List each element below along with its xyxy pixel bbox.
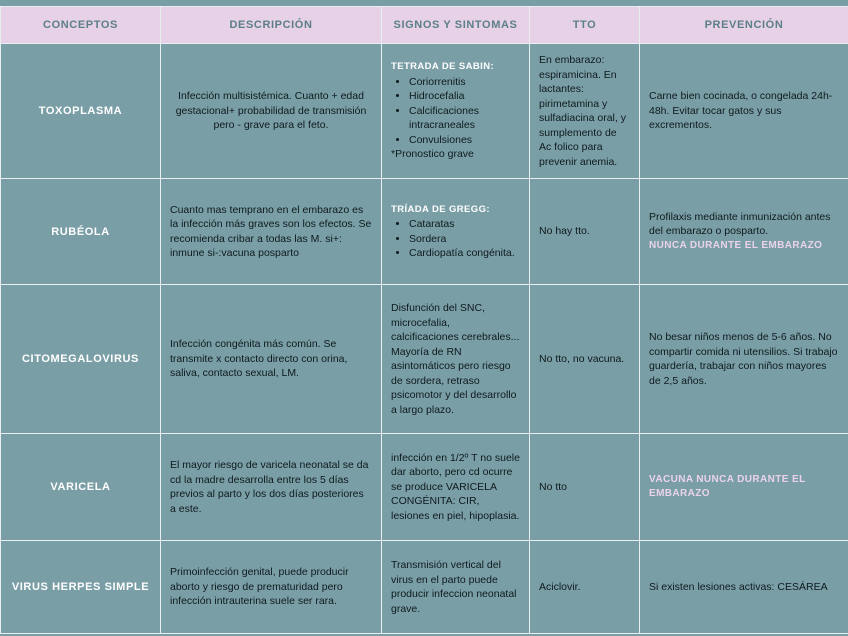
- treatment-cell: No hay tto.: [530, 179, 640, 285]
- infections-table: [0, 6, 848, 634]
- header-tto: TTO: [530, 7, 640, 44]
- list-item: • Calcificaciones intracraneales: [409, 104, 520, 133]
- concept-virus-herpes-simple: VIRUS HERPES SIMPLE: [1, 541, 161, 634]
- header-row: [1, 7, 848, 44]
- table-row: [1, 434, 848, 541]
- treatment-cell: No tto, no vacuna.: [530, 285, 640, 434]
- signs-cell: [382, 179, 530, 285]
- prevention-warning: NUNCA DURANTE EL EMBARAZO: [649, 239, 823, 251]
- signs-title: TRÍADA DE GREGG:: [391, 203, 490, 215]
- table-row: [1, 541, 848, 634]
- concept-varicela: VARICELA: [1, 434, 161, 541]
- prevention-cell: No besar niños menos de 5-6 años. No compartir comida ni utensilios. Si trabajo guardería, trabajar con niños mayores de 2,5 años.: [640, 285, 848, 434]
- prevention-warning: VACUNA NUNCA DURANTE EL EMBARAZO: [649, 473, 806, 499]
- header-signos-sintomas: SIGNOS Y SINTOMAS: [382, 7, 530, 44]
- table-row: [1, 44, 848, 179]
- list-item: • Sordera: [409, 232, 520, 247]
- concept-rubeola: RUBÉOLA: [1, 179, 161, 285]
- header-descripcion: DESCRIPCIÓN: [161, 7, 382, 44]
- signs-cell: [382, 44, 530, 179]
- list-item: • Cardiopatía congénita.: [409, 246, 520, 261]
- prevention-cell: Si existen lesiones activas: CESÁREA: [640, 541, 848, 634]
- prevention-cell: [640, 434, 848, 541]
- signs-cell: infección en 1/2º T no suele dar aborto, pero cd ocurre se produce VARICELA CONGÉNITA: CIR, lesiones en piel, hipoplasia.: [382, 434, 530, 541]
- signs-cell: Transmisión vertical del virus en el parto puede producir infeccion neonatal grave.: [382, 541, 530, 634]
- prevention-text: Profilaxis mediante inmunización antes del embarazo o posparto.: [649, 210, 831, 238]
- concept-citomegalovirus: CITOMEGALOVIRUS: [1, 285, 161, 434]
- table-row: [1, 285, 848, 434]
- description-cell: Infección congénita más común. Se transmite x contacto directo con orina, saliva, contacto sexual, LM.: [161, 285, 382, 434]
- list-item: • Cataratas: [409, 217, 520, 232]
- concept-toxoplasma: TOXOPLASMA: [1, 44, 161, 179]
- signs-list: [391, 75, 520, 148]
- signs-cell: Disfunción del SNC, microcefalia, calcificaciones cerebrales... Mayoría de RN asintomáticos pero riesgo de sordera, retraso psicomotor y del desarrollo a largo plazo.: [382, 285, 530, 434]
- infections-table-container: [0, 6, 848, 634]
- header-conceptos: CONCEPTOS: [1, 7, 161, 44]
- list-item: • Hidrocefalia: [409, 89, 520, 104]
- treatment-cell: Aciclovir.: [530, 541, 640, 634]
- signs-title: TETRADA DE SABIN:: [391, 61, 495, 73]
- signs-list: [391, 217, 520, 261]
- treatment-cell: En embarazo: espiramicina. En lactantes: pirimetamina y sulfadiacina oral, y sumplemento de Ac folico para prevenir anemia.: [530, 44, 640, 179]
- prevention-cell: [640, 179, 848, 285]
- table-row: [1, 179, 848, 285]
- treatment-cell: No tto: [530, 434, 640, 541]
- description-cell: Primoinfección genital, puede producir aborto y riesgo de prematuridad pero infección intrauterina suele ser rara.: [161, 541, 382, 634]
- description-cell: Infección multisistémica. Cuanto + edad gestacional+ probabilidad de transmisión pero - grave para el feto.: [161, 44, 382, 179]
- header-prevencion: PREVENCIÓN: [640, 7, 848, 44]
- description-cell: El mayor riesgo de varicela neonatal se da cd la madre desarrolla entre los 5 días previos al parto y los dos días posteriores a este.: [161, 434, 382, 541]
- prevention-cell: Carne bien cocinada, o congelada 24h-48h. Evitar tocar gatos y sus excrementos.: [640, 44, 848, 179]
- signs-note: *Pronostico grave: [391, 148, 474, 161]
- list-item: • Coriorrenitis: [409, 75, 520, 90]
- list-item: • Convulsiones: [409, 133, 520, 148]
- description-cell: Cuanto mas temprano en el embarazo es la infección más graves son los efectos. Se recomienda cribar a todas las M. si+: inmune si-:vacuna posparto: [161, 179, 382, 285]
